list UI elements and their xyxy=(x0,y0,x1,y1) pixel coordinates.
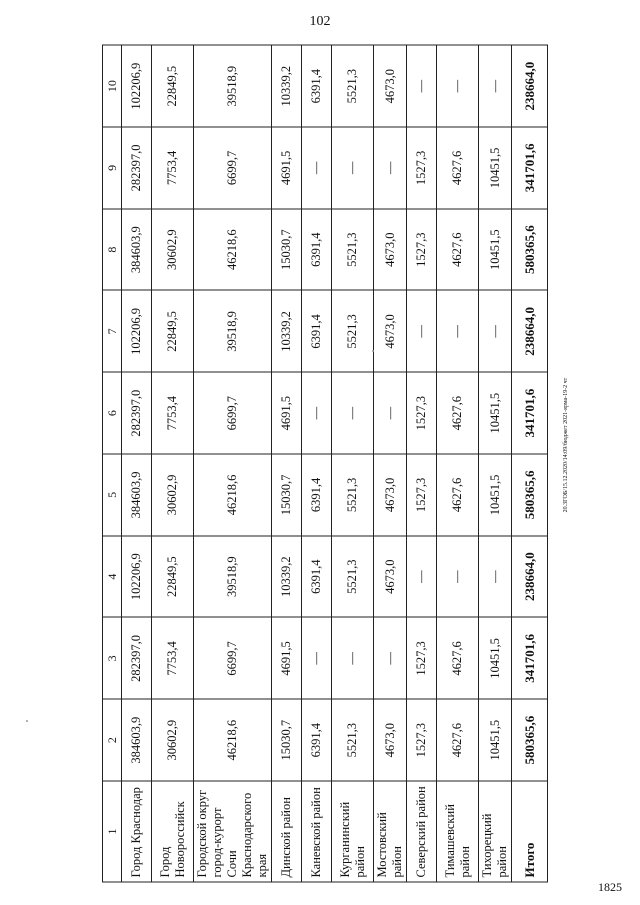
cell-value: 4627,6 xyxy=(437,127,479,209)
cell-value: 4673,0 xyxy=(374,45,407,127)
cell-value: 10451,5 xyxy=(479,208,512,290)
cell-value: 1527,3 xyxy=(407,208,437,290)
cell-value: 10451,5 xyxy=(479,127,512,209)
cell-value: 102206,9 xyxy=(122,535,152,617)
table-row xyxy=(479,45,512,882)
cell-value: 4691,5 xyxy=(272,127,302,209)
row-label: Каневской район xyxy=(302,781,332,882)
cell-value: 5521,3 xyxy=(332,208,374,290)
cell-value: 384603,9 xyxy=(122,699,152,781)
cell-value: 39518,9 xyxy=(194,290,272,372)
column-header-3: 3 xyxy=(103,617,122,699)
table-row xyxy=(437,45,479,882)
cell-value: 6391,4 xyxy=(302,535,332,617)
column-header-8: 8 xyxy=(103,208,122,290)
table-row xyxy=(122,45,152,882)
cell-value: 10339,2 xyxy=(272,45,302,127)
cell-value: 4627,6 xyxy=(437,699,479,781)
column-header-2: 2 xyxy=(103,699,122,781)
total-value: 238664,0 xyxy=(512,535,548,617)
cell-value: 10339,2 xyxy=(272,290,302,372)
cell-value: — xyxy=(332,127,374,209)
row-label: Курганинский район xyxy=(332,781,374,882)
total-value: 341701,6 xyxy=(512,372,548,454)
total-value: 341701,6 xyxy=(512,127,548,209)
cell-value: 15030,7 xyxy=(272,454,302,536)
cell-value: — xyxy=(479,535,512,617)
cell-value: 39518,9 xyxy=(194,45,272,127)
cell-value: 384603,9 xyxy=(122,208,152,290)
cell-value: 4691,5 xyxy=(272,617,302,699)
column-header-9: 9 xyxy=(103,127,122,209)
cell-value: 282397,0 xyxy=(122,127,152,209)
table-row xyxy=(374,45,407,882)
cell-value: 6699,7 xyxy=(194,372,272,454)
cell-value: 1527,3 xyxy=(407,699,437,781)
document-stamp-note xyxy=(561,295,571,595)
cell-value: 5521,3 xyxy=(332,290,374,372)
cell-value: 22849,5 xyxy=(152,290,194,372)
cell-value: 7753,4 xyxy=(152,127,194,209)
cell-value: 6699,7 xyxy=(194,127,272,209)
cell-value: 4691,5 xyxy=(272,372,302,454)
total-value: 238664,0 xyxy=(512,290,548,372)
cell-value: — xyxy=(479,290,512,372)
cell-value: 22849,5 xyxy=(152,535,194,617)
cell-value: — xyxy=(374,372,407,454)
cell-value: 10339,2 xyxy=(272,535,302,617)
cell-value: — xyxy=(437,535,479,617)
cell-value: 22849,5 xyxy=(152,45,194,127)
cell-value: 4673,0 xyxy=(374,699,407,781)
cell-value: — xyxy=(374,127,407,209)
cell-value: 4627,6 xyxy=(437,617,479,699)
cell-value: 10451,5 xyxy=(479,372,512,454)
total-value: 580365,6 xyxy=(512,208,548,290)
cell-value: — xyxy=(407,535,437,617)
cell-value: 30602,9 xyxy=(152,454,194,536)
row-label: Город Краснодар xyxy=(122,781,152,882)
total-value: 580365,6 xyxy=(512,699,548,781)
table-row xyxy=(152,45,194,882)
document-stamp-text: 20.3ГОБ/15.12.2020/14:09/бюджет 2021-ярма-19-2 чт xyxy=(563,377,569,513)
cell-value: 6391,4 xyxy=(302,208,332,290)
cell-value: 7753,4 xyxy=(152,617,194,699)
cell-value: — xyxy=(302,372,332,454)
cell-value: 384603,9 xyxy=(122,454,152,536)
cell-value: — xyxy=(332,617,374,699)
cell-value: 6391,4 xyxy=(302,454,332,536)
cell-value: 10451,5 xyxy=(479,699,512,781)
cell-value: 6699,7 xyxy=(194,617,272,699)
cell-value: 4627,6 xyxy=(437,454,479,536)
table-row xyxy=(272,45,302,882)
cell-value: — xyxy=(374,617,407,699)
cell-value: — xyxy=(479,45,512,127)
cell-value: 102206,9 xyxy=(122,45,152,127)
cell-value: 5521,3 xyxy=(332,535,374,617)
cell-value: 1527,3 xyxy=(407,372,437,454)
row-label: Северский район xyxy=(407,781,437,882)
cell-value: 282397,0 xyxy=(122,617,152,699)
row-label: Городской округ город-курорт Сочи Краснодарского края xyxy=(194,781,272,882)
table-row xyxy=(302,45,332,882)
bottom-page-number: 1825 xyxy=(598,880,622,894)
cell-value: — xyxy=(302,127,332,209)
page-number: 102 xyxy=(309,14,331,29)
table-row xyxy=(194,45,272,882)
cell-value: 282397,0 xyxy=(122,372,152,454)
row-label: Тихорецкий район xyxy=(479,781,512,882)
table-body xyxy=(122,45,548,882)
cell-value: 39518,9 xyxy=(194,535,272,617)
scan-speck xyxy=(26,720,28,722)
total-row xyxy=(512,45,548,882)
row-label: Мостовский район xyxy=(374,781,407,882)
cell-value: 4627,6 xyxy=(437,208,479,290)
cell-value: — xyxy=(407,290,437,372)
column-header-4: 4 xyxy=(103,535,122,617)
row-label: Динской район xyxy=(272,781,302,882)
cell-value: — xyxy=(302,617,332,699)
table-row xyxy=(407,45,437,882)
total-value: 238664,0 xyxy=(512,45,548,127)
row-label: Город Новороссийск xyxy=(152,781,194,882)
cell-value: 30602,9 xyxy=(152,699,194,781)
cell-value: 1527,3 xyxy=(407,617,437,699)
cell-value: 7753,4 xyxy=(152,372,194,454)
column-header-1: 1 xyxy=(103,781,122,882)
cell-value: 4673,0 xyxy=(374,454,407,536)
cell-value: 4673,0 xyxy=(374,535,407,617)
cell-value: 10451,5 xyxy=(479,454,512,536)
rotated-table-area xyxy=(102,45,536,882)
row-label: Тимашевский район xyxy=(437,781,479,882)
cell-value: 6391,4 xyxy=(302,290,332,372)
cell-value: — xyxy=(407,45,437,127)
cell-value: 5521,3 xyxy=(332,699,374,781)
cell-value: 5521,3 xyxy=(332,454,374,536)
cell-value: 1527,3 xyxy=(407,454,437,536)
cell-value: 10451,5 xyxy=(479,617,512,699)
total-value: 580365,6 xyxy=(512,454,548,536)
cell-value: 5521,3 xyxy=(332,45,374,127)
column-header-7: 7 xyxy=(103,290,122,372)
cell-value: 4627,6 xyxy=(437,372,479,454)
cell-value: 46218,6 xyxy=(194,699,272,781)
cell-value: — xyxy=(437,290,479,372)
scan-speck xyxy=(372,350,374,352)
cell-value: 46218,6 xyxy=(194,208,272,290)
cell-value: 46218,6 xyxy=(194,454,272,536)
total-value: 341701,6 xyxy=(512,617,548,699)
total-label: Итого xyxy=(512,781,548,882)
cell-value: 4673,0 xyxy=(374,290,407,372)
table-row xyxy=(332,45,374,882)
column-header-10: 10 xyxy=(103,45,122,127)
cell-value: 4673,0 xyxy=(374,208,407,290)
cell-value: — xyxy=(437,45,479,127)
header-row xyxy=(103,45,122,882)
cell-value: 6391,4 xyxy=(302,45,332,127)
cell-value: — xyxy=(332,372,374,454)
column-header-6: 6 xyxy=(103,372,122,454)
budget-allocation-table xyxy=(102,44,548,882)
cell-value: 6391,4 xyxy=(302,699,332,781)
cell-value: 15030,7 xyxy=(272,208,302,290)
column-header-5: 5 xyxy=(103,454,122,536)
rotated-table-container xyxy=(102,45,536,882)
cell-value: 102206,9 xyxy=(122,290,152,372)
cell-value: 30602,9 xyxy=(152,208,194,290)
cell-value: 1527,3 xyxy=(407,127,437,209)
cell-value: 15030,7 xyxy=(272,699,302,781)
